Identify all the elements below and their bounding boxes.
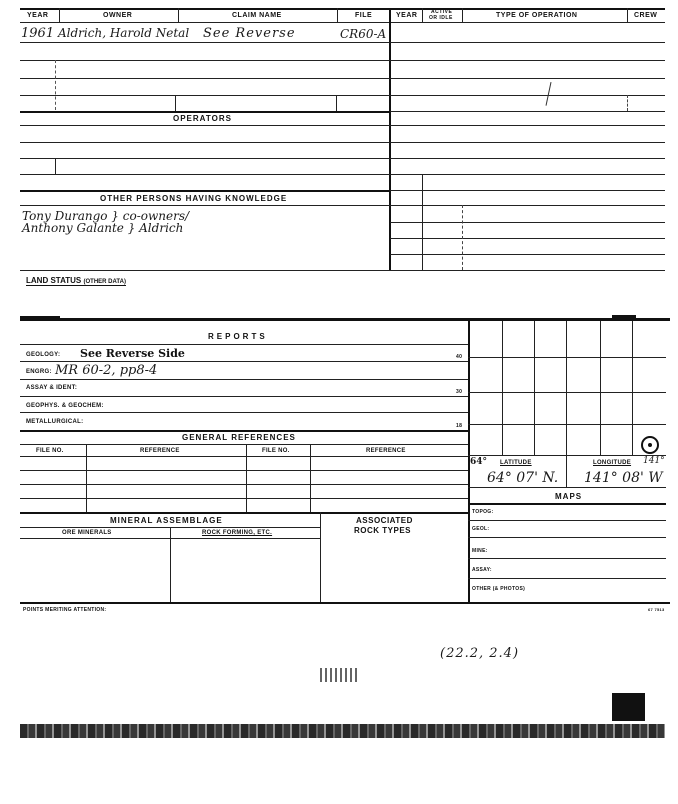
faint-divider bbox=[55, 60, 56, 110]
mineral-assemblage-title: MINERAL ASSEMBLAGE bbox=[110, 516, 223, 525]
maps-rule bbox=[468, 520, 666, 521]
maps-geol: GEOL: bbox=[472, 526, 490, 532]
latitude-value: 64° 07' N. bbox=[487, 470, 559, 486]
row-rule bbox=[20, 78, 390, 79]
row-rule bbox=[20, 205, 390, 206]
reports-rule bbox=[20, 396, 468, 397]
col-divider bbox=[462, 8, 463, 23]
pencil-mark bbox=[546, 82, 553, 106]
col-divider bbox=[337, 8, 338, 23]
header-claim-name: CLAIM NAME bbox=[232, 12, 282, 19]
header-file: FILE bbox=[355, 12, 373, 19]
row1-owner: Aldrich, Harold Netal bbox=[58, 26, 190, 40]
row-rule bbox=[20, 95, 390, 96]
refs-rule bbox=[20, 498, 468, 499]
refs-col bbox=[246, 444, 247, 512]
grid-row bbox=[468, 424, 666, 425]
grid-row bbox=[468, 357, 666, 358]
knowledge-title: OTHER PERSONS HAVING KNOWLEDGE bbox=[100, 194, 288, 203]
land-status-sub: (OTHER DATA) bbox=[83, 279, 126, 285]
maps-title: MAPS bbox=[555, 492, 583, 501]
reports-rule bbox=[20, 412, 468, 413]
reports-rule bbox=[20, 379, 468, 380]
right-row-rule bbox=[390, 42, 665, 43]
scan-noise-band bbox=[20, 724, 665, 738]
geology-value: See Reverse Side bbox=[80, 347, 185, 360]
maps-topog: TOPOG: bbox=[472, 509, 494, 515]
refs-rule bbox=[20, 456, 468, 457]
grid-col bbox=[502, 321, 503, 455]
grid-col bbox=[534, 321, 535, 455]
row-rule bbox=[20, 158, 390, 159]
row-rule bbox=[20, 174, 390, 175]
right-row-rule bbox=[390, 190, 665, 191]
form-number: 67 7513 bbox=[648, 607, 665, 612]
refs-bottom-rule bbox=[20, 512, 468, 514]
general-references-title: GENERAL REFERENCES bbox=[182, 433, 296, 442]
table-top-border bbox=[20, 8, 665, 10]
right-row-rule bbox=[390, 125, 665, 126]
edge-mark bbox=[20, 316, 60, 318]
header-owner: OWNER bbox=[103, 12, 133, 19]
metal-num: 18 bbox=[456, 423, 463, 429]
grid-col bbox=[566, 321, 567, 455]
right-row-rule bbox=[390, 95, 665, 96]
lower-bottom-border bbox=[20, 602, 670, 604]
right-row-rule bbox=[390, 254, 665, 255]
row-rule bbox=[20, 190, 390, 192]
grid-row bbox=[468, 392, 666, 393]
metallurgical-label: METALLURGICAL: bbox=[26, 419, 84, 425]
reports-rule bbox=[20, 344, 468, 345]
row-rule bbox=[20, 42, 390, 43]
reports-rule bbox=[20, 361, 468, 362]
location-circle-icon bbox=[641, 436, 659, 454]
maps-rule bbox=[468, 558, 666, 559]
reports-title: REPORTS bbox=[208, 332, 268, 341]
header-bottom-rule bbox=[20, 22, 665, 23]
header-type-of-operation: TYPE OF OPERATION bbox=[496, 12, 578, 19]
mineral-col bbox=[320, 512, 321, 602]
right-col-divider bbox=[422, 174, 423, 270]
right-row-rule bbox=[390, 60, 665, 61]
header-crew: CREW bbox=[634, 12, 658, 19]
scan-noise-patch bbox=[320, 668, 358, 682]
grid-row bbox=[468, 455, 666, 456]
operators-title: OPERATORS bbox=[173, 114, 232, 123]
refs-col bbox=[310, 444, 311, 512]
reports-rule bbox=[20, 430, 468, 432]
row1-claim-name: See Reverse bbox=[203, 26, 296, 41]
associated-label: ASSOCIATED bbox=[356, 516, 413, 525]
rock-forming-header: ROCK FORMING, ETC. bbox=[202, 530, 273, 536]
land-status-label bbox=[26, 276, 126, 286]
refs-rule bbox=[20, 484, 468, 485]
row-rule bbox=[20, 125, 390, 126]
right-col-divider bbox=[627, 95, 628, 111]
right-row-rule bbox=[390, 222, 665, 223]
refs-col bbox=[86, 444, 87, 512]
header-active: ACTIVE bbox=[431, 9, 453, 15]
rock-types-label: ROCK TYPES bbox=[354, 526, 412, 535]
table-bottom-border bbox=[20, 270, 665, 271]
refs-rule bbox=[20, 444, 468, 445]
geology-label: GEOLOGY: bbox=[26, 352, 61, 358]
longitude-value: 141° 08' W bbox=[584, 470, 663, 486]
latitude-label: LATITUDE bbox=[500, 460, 532, 466]
geology-num: 40 bbox=[456, 354, 463, 360]
lat-prefix: 64° bbox=[470, 457, 488, 467]
header-year: YEAR bbox=[27, 12, 49, 19]
refs-rule bbox=[20, 470, 468, 471]
maps-rule bbox=[468, 487, 666, 488]
lower-top-border bbox=[20, 318, 670, 321]
right-row-rule bbox=[390, 238, 665, 239]
row-rule bbox=[20, 142, 390, 143]
col-divider bbox=[422, 8, 423, 23]
engrg-label: ENGRG: bbox=[26, 369, 52, 375]
land-status-text: LAND STATUS bbox=[26, 276, 82, 285]
refs-file-no-header: FILE NO. bbox=[36, 448, 64, 454]
maps-rule bbox=[468, 578, 666, 579]
center-divider bbox=[389, 8, 391, 270]
faint-divider bbox=[175, 95, 176, 111]
assay-ident-label: ASSAY & IDENT: bbox=[26, 385, 78, 391]
engrg-value: MR 60-2, pp8-4 bbox=[55, 363, 158, 378]
right-row-rule bbox=[390, 158, 665, 159]
edge-mark bbox=[612, 315, 636, 318]
refs-reference-header-2: REFERENCE bbox=[366, 448, 406, 454]
long-prefix: 141° bbox=[643, 456, 665, 466]
assay-num: 30 bbox=[456, 389, 463, 395]
grid-col bbox=[600, 321, 601, 455]
maps-mine: MINE: bbox=[472, 548, 488, 554]
row1-year: 1961 bbox=[21, 26, 55, 41]
knowledge-line-2: Anthony Galante } Aldrich bbox=[22, 221, 184, 235]
right-col-divider bbox=[462, 205, 463, 270]
handwritten-coords: (22.2, 2.4) bbox=[440, 646, 520, 661]
row-rule bbox=[20, 60, 390, 61]
row-rule bbox=[20, 111, 390, 113]
refs-file-no-header-2: FILE NO. bbox=[262, 448, 290, 454]
col-divider bbox=[627, 8, 628, 23]
header-year-2: YEAR bbox=[396, 12, 418, 19]
faint-divider bbox=[336, 95, 337, 111]
grid-col bbox=[632, 321, 633, 455]
right-row-rule bbox=[390, 205, 665, 206]
row1-file: CR60-A bbox=[340, 27, 387, 41]
refs-reference-header: REFERENCE bbox=[140, 448, 180, 454]
maps-other: OTHER (& PHOTOS) bbox=[472, 586, 526, 592]
right-row-rule bbox=[390, 111, 665, 112]
ore-minerals-header: ORE MINERALS bbox=[62, 530, 112, 536]
mineral-col bbox=[170, 527, 171, 602]
right-row-rule bbox=[390, 78, 665, 79]
faint-divider bbox=[55, 158, 56, 174]
longitude-label: LONGITUDE bbox=[593, 460, 632, 466]
scan-dark-block bbox=[612, 693, 645, 721]
maps-rule bbox=[468, 537, 666, 538]
geophys-label: GEOPHYS. & GEOCHEM: bbox=[26, 403, 104, 409]
right-row-rule bbox=[390, 142, 665, 143]
maps-assay: ASSAY: bbox=[472, 567, 492, 573]
header-or-idle: OR IDLE bbox=[429, 15, 453, 21]
knowledge-line-1: Tony Durango } co-owners/ bbox=[22, 209, 190, 223]
maps-rule bbox=[468, 503, 666, 505]
right-row-rule bbox=[390, 174, 665, 175]
latlong-divider bbox=[566, 455, 567, 487]
points-meriting-label: POINTS MERITING ATTENTION: bbox=[23, 607, 107, 613]
col-divider bbox=[178, 8, 179, 23]
col-divider bbox=[59, 8, 60, 23]
